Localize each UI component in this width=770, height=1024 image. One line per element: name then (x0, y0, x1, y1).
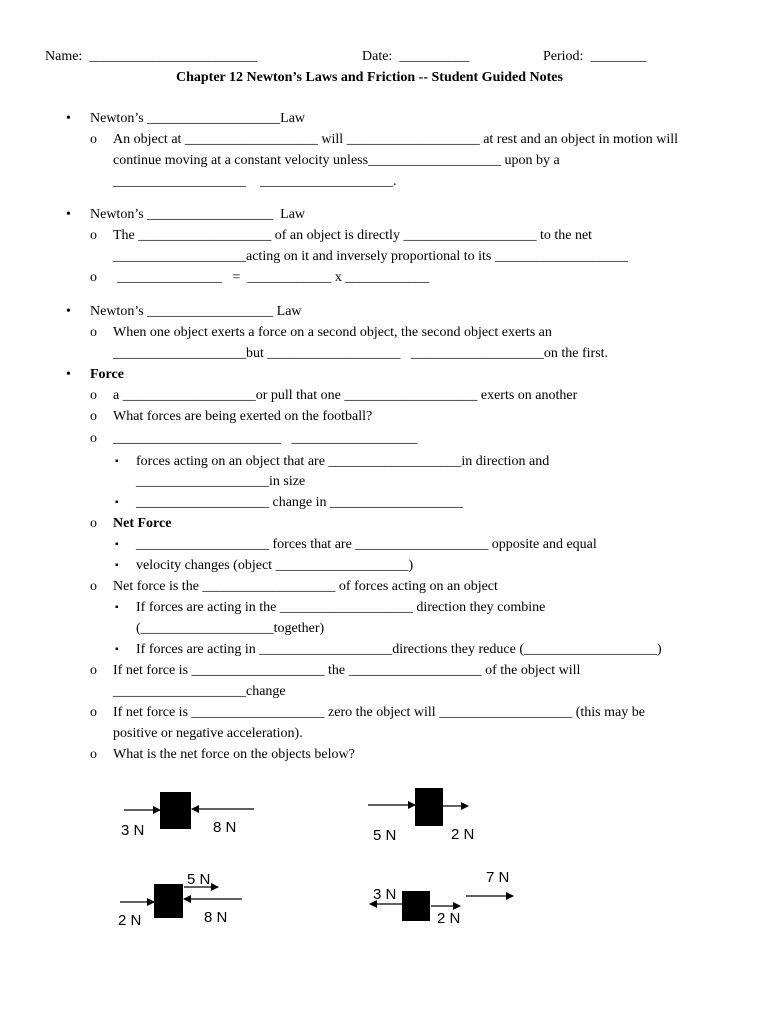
formula-line: _______________ = ____________ x ____________ (117, 270, 430, 285)
date-field[interactable]: Date: __________ (362, 49, 470, 64)
object-box (154, 884, 183, 918)
force-label: 8 N (213, 819, 237, 836)
force-label: 3 N (121, 822, 145, 839)
circle-bullet-icon: o (90, 663, 97, 678)
circle-bullet-icon: o (90, 579, 97, 594)
circle-bullet-icon: o (90, 325, 97, 340)
note-line: velocity changes (object ___________________) (136, 558, 414, 573)
note-line: ___________________acting on it and inversely proportional to its ___________________ (113, 249, 628, 264)
note-line: If forces are acting in ___________________directions they reduce (___________________) (136, 642, 662, 657)
force-diagram-2 (368, 788, 468, 826)
circle-bullet-icon: o (90, 132, 97, 147)
force-label: 5 N (373, 827, 397, 844)
force-label: 7 N (486, 869, 510, 886)
circle-bullet-icon: o (90, 516, 97, 531)
note-line: If forces are acting in the ___________________ direction they combine (136, 600, 546, 615)
note-line: positive or negative acceleration). (113, 726, 303, 741)
note-line: continue moving at a constant velocity unless___________________ upon by a (113, 153, 560, 168)
note-line: (___________________together) (136, 621, 325, 636)
note-line: ___________________but ___________________ ___________________on the first. (113, 346, 609, 361)
object-box (415, 788, 443, 826)
note-line: ___________________ change in ___________________ (136, 495, 464, 510)
bullet-icon: • (66, 207, 71, 222)
note-line: ________________________ __________________ (113, 431, 418, 446)
square-bullet-icon: ▪ (115, 602, 119, 613)
square-bullet-icon: ▪ (115, 560, 119, 571)
note-line: If net force is ___________________ the ___________________ of the object will (113, 663, 581, 678)
circle-bullet-icon: o (90, 409, 97, 424)
note-line: ___________________ ___________________. (113, 174, 397, 189)
square-bullet-icon: ▪ (115, 539, 119, 550)
note-line: The ___________________ of an object is directly ___________________ to the net (113, 228, 593, 243)
period-field[interactable]: Period: ________ (543, 49, 647, 64)
circle-bullet-icon: o (90, 270, 97, 285)
note-line: What forces are being exerted on the football? (113, 409, 373, 424)
force-label: 2 N (451, 826, 475, 843)
note-line: If net force is ___________________ zero the object will ___________________ (this may be (113, 705, 645, 720)
force-label: 5 N (187, 871, 211, 888)
force-label: 8 N (204, 909, 228, 926)
bullet-icon: • (66, 367, 71, 382)
circle-bullet-icon: o (90, 747, 97, 762)
circle-bullet-icon: o (90, 705, 97, 720)
note-line: What is the net force on the objects below? (113, 747, 355, 762)
circle-bullet-icon: o (90, 431, 97, 446)
force-label: 2 N (118, 912, 142, 929)
force-label: 3 N (373, 886, 397, 903)
force-heading: Force (90, 367, 124, 382)
note-line: Net force is the ___________________ of forces acting on an object (113, 579, 498, 594)
force-label: 2 N (437, 910, 461, 927)
object-box (160, 792, 191, 829)
square-bullet-icon: ▪ (115, 497, 119, 508)
square-bullet-icon: ▪ (115, 456, 119, 467)
net-force-heading: Net Force (113, 516, 172, 531)
circle-bullet-icon: o (90, 228, 97, 243)
note-line: ___________________change (113, 684, 286, 699)
note-line: forces acting on an object that are ___________________in direction and (136, 454, 550, 469)
newtons-law-2-heading: Newton’s __________________ Law (90, 207, 306, 222)
name-field[interactable]: Name: ________________________ (45, 49, 258, 64)
note-line: ___________________in size (136, 474, 306, 489)
note-line: When one object exerts a force on a second object, the second object exerts an (113, 325, 552, 340)
object-box (402, 891, 430, 921)
newtons-law-3-heading: Newton’s __________________ Law (90, 304, 302, 319)
note-line: An object at ___________________ will ___________________ at rest and an object in motion will (113, 132, 678, 147)
note-line: ___________________ forces that are ___________________ opposite and equal (136, 537, 597, 552)
note-line: a ___________________or pull that one ___________________ exerts on another (113, 388, 578, 403)
bullet-icon: • (66, 304, 71, 319)
page-title: Chapter 12 Newton’s Laws and Friction -- Student Guided Notes (176, 70, 563, 85)
square-bullet-icon: ▪ (115, 644, 119, 655)
circle-bullet-icon: o (90, 388, 97, 403)
bullet-icon: • (66, 111, 71, 126)
newtons-law-1-heading: Newton’s ___________________Law (90, 111, 306, 126)
